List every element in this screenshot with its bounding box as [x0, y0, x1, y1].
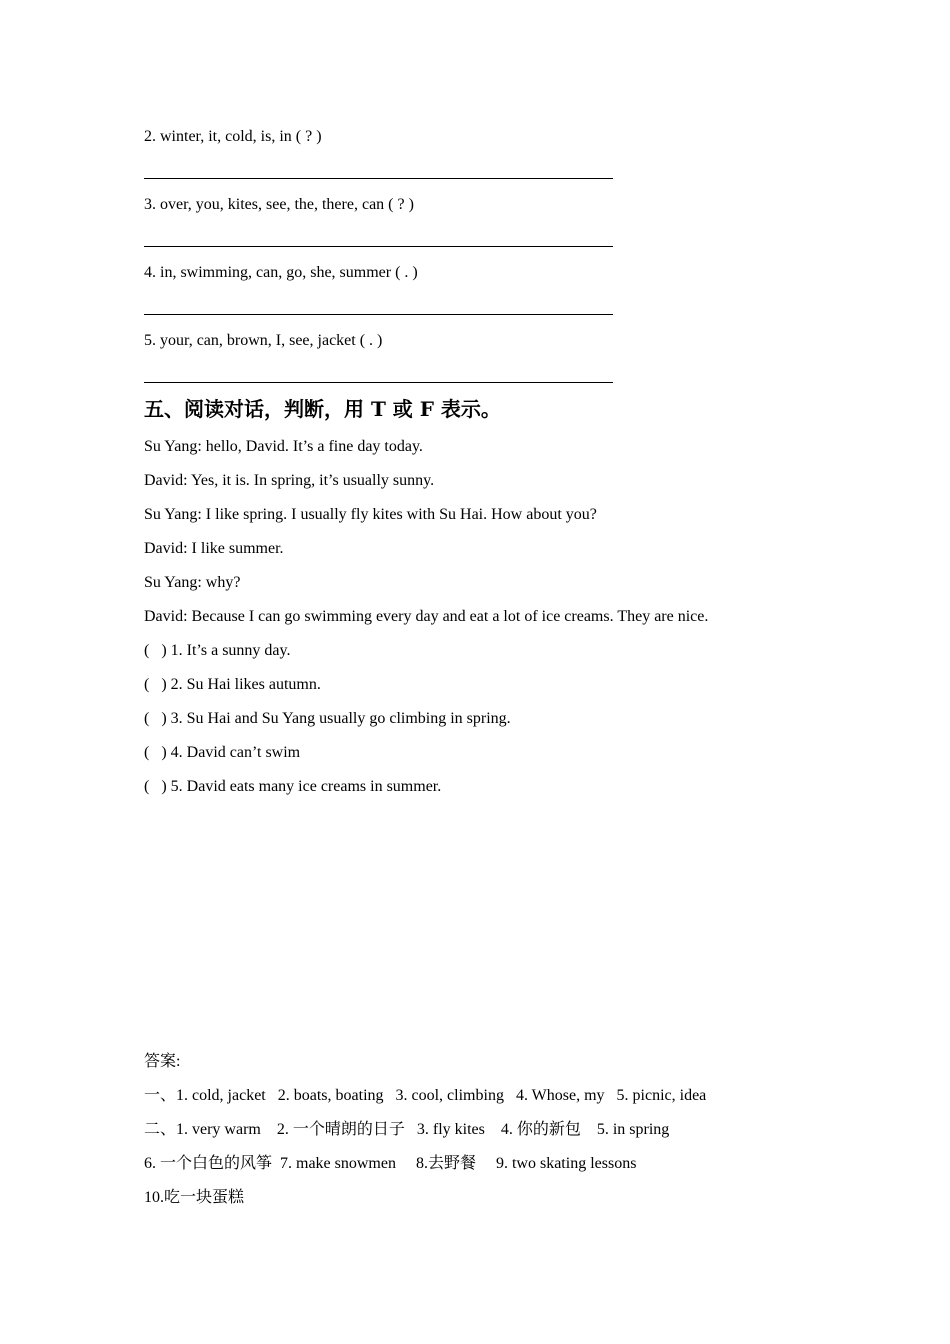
- answer-line: [144, 314, 613, 315]
- dialogue-line: David: I like summer.: [144, 540, 284, 557]
- dialogue-line: David: Yes, it is. In spring, it’s usually sunny.: [144, 472, 435, 489]
- dialogue-line: Su Yang: why?: [144, 574, 241, 591]
- answer-line: [144, 246, 613, 247]
- dialogue-line: Su Yang: I like spring. I usually fly kites with Su Hai. How about you?: [144, 506, 597, 523]
- tf-question: ( ) 2. Su Hai likes autumn.: [144, 676, 321, 693]
- question-item-4: 4. in, swimming, can, go, she, summer ( . ): [144, 264, 418, 281]
- answers-line: 一、1. cold, jacket 2. boats, boating 3. cool, climbing 4. Whose, my 5. picnic, idea: [144, 1087, 707, 1104]
- answers-label: 答案:: [144, 1053, 181, 1070]
- question-item-2: 2. winter, it, cold, is, in ( ? ): [144, 128, 322, 145]
- answer-line: [144, 178, 613, 179]
- question-item-3: 3. over, you, kites, see, the, there, can ( ? ): [144, 196, 414, 213]
- tf-question: ( ) 1. It’s a sunny day.: [144, 642, 291, 659]
- answer-line: [144, 382, 613, 383]
- question-item-5: 5. your, can, brown, I, see, jacket ( . ): [144, 332, 383, 349]
- answers-line: 10.吃一块蛋糕: [144, 1189, 245, 1206]
- section-5-title: 五、阅读对话，判断，用 T 或 F 表示。: [144, 397, 501, 421]
- dialogue-line: Su Yang: hello, David. It’s a fine day today.: [144, 438, 423, 455]
- answers-line: 6. 一个白色的风筝 7. make snowmen 8.去野餐 9. two skating lessons: [144, 1155, 637, 1172]
- answers-line: 二、1. very warm 2. 一个晴朗的日子 3. fly kites 4. 你的新包 5. in spring: [144, 1121, 670, 1138]
- dialogue-line: David: Because I can go swimming every day and eat a lot of ice creams. They are nice.: [144, 608, 709, 625]
- tf-question: ( ) 3. Su Hai and Su Yang usually go climbing in spring.: [144, 710, 511, 727]
- tf-question: ( ) 5. David eats many ice creams in summer.: [144, 778, 442, 795]
- tf-question: ( ) 4. David can’t swim: [144, 744, 301, 761]
